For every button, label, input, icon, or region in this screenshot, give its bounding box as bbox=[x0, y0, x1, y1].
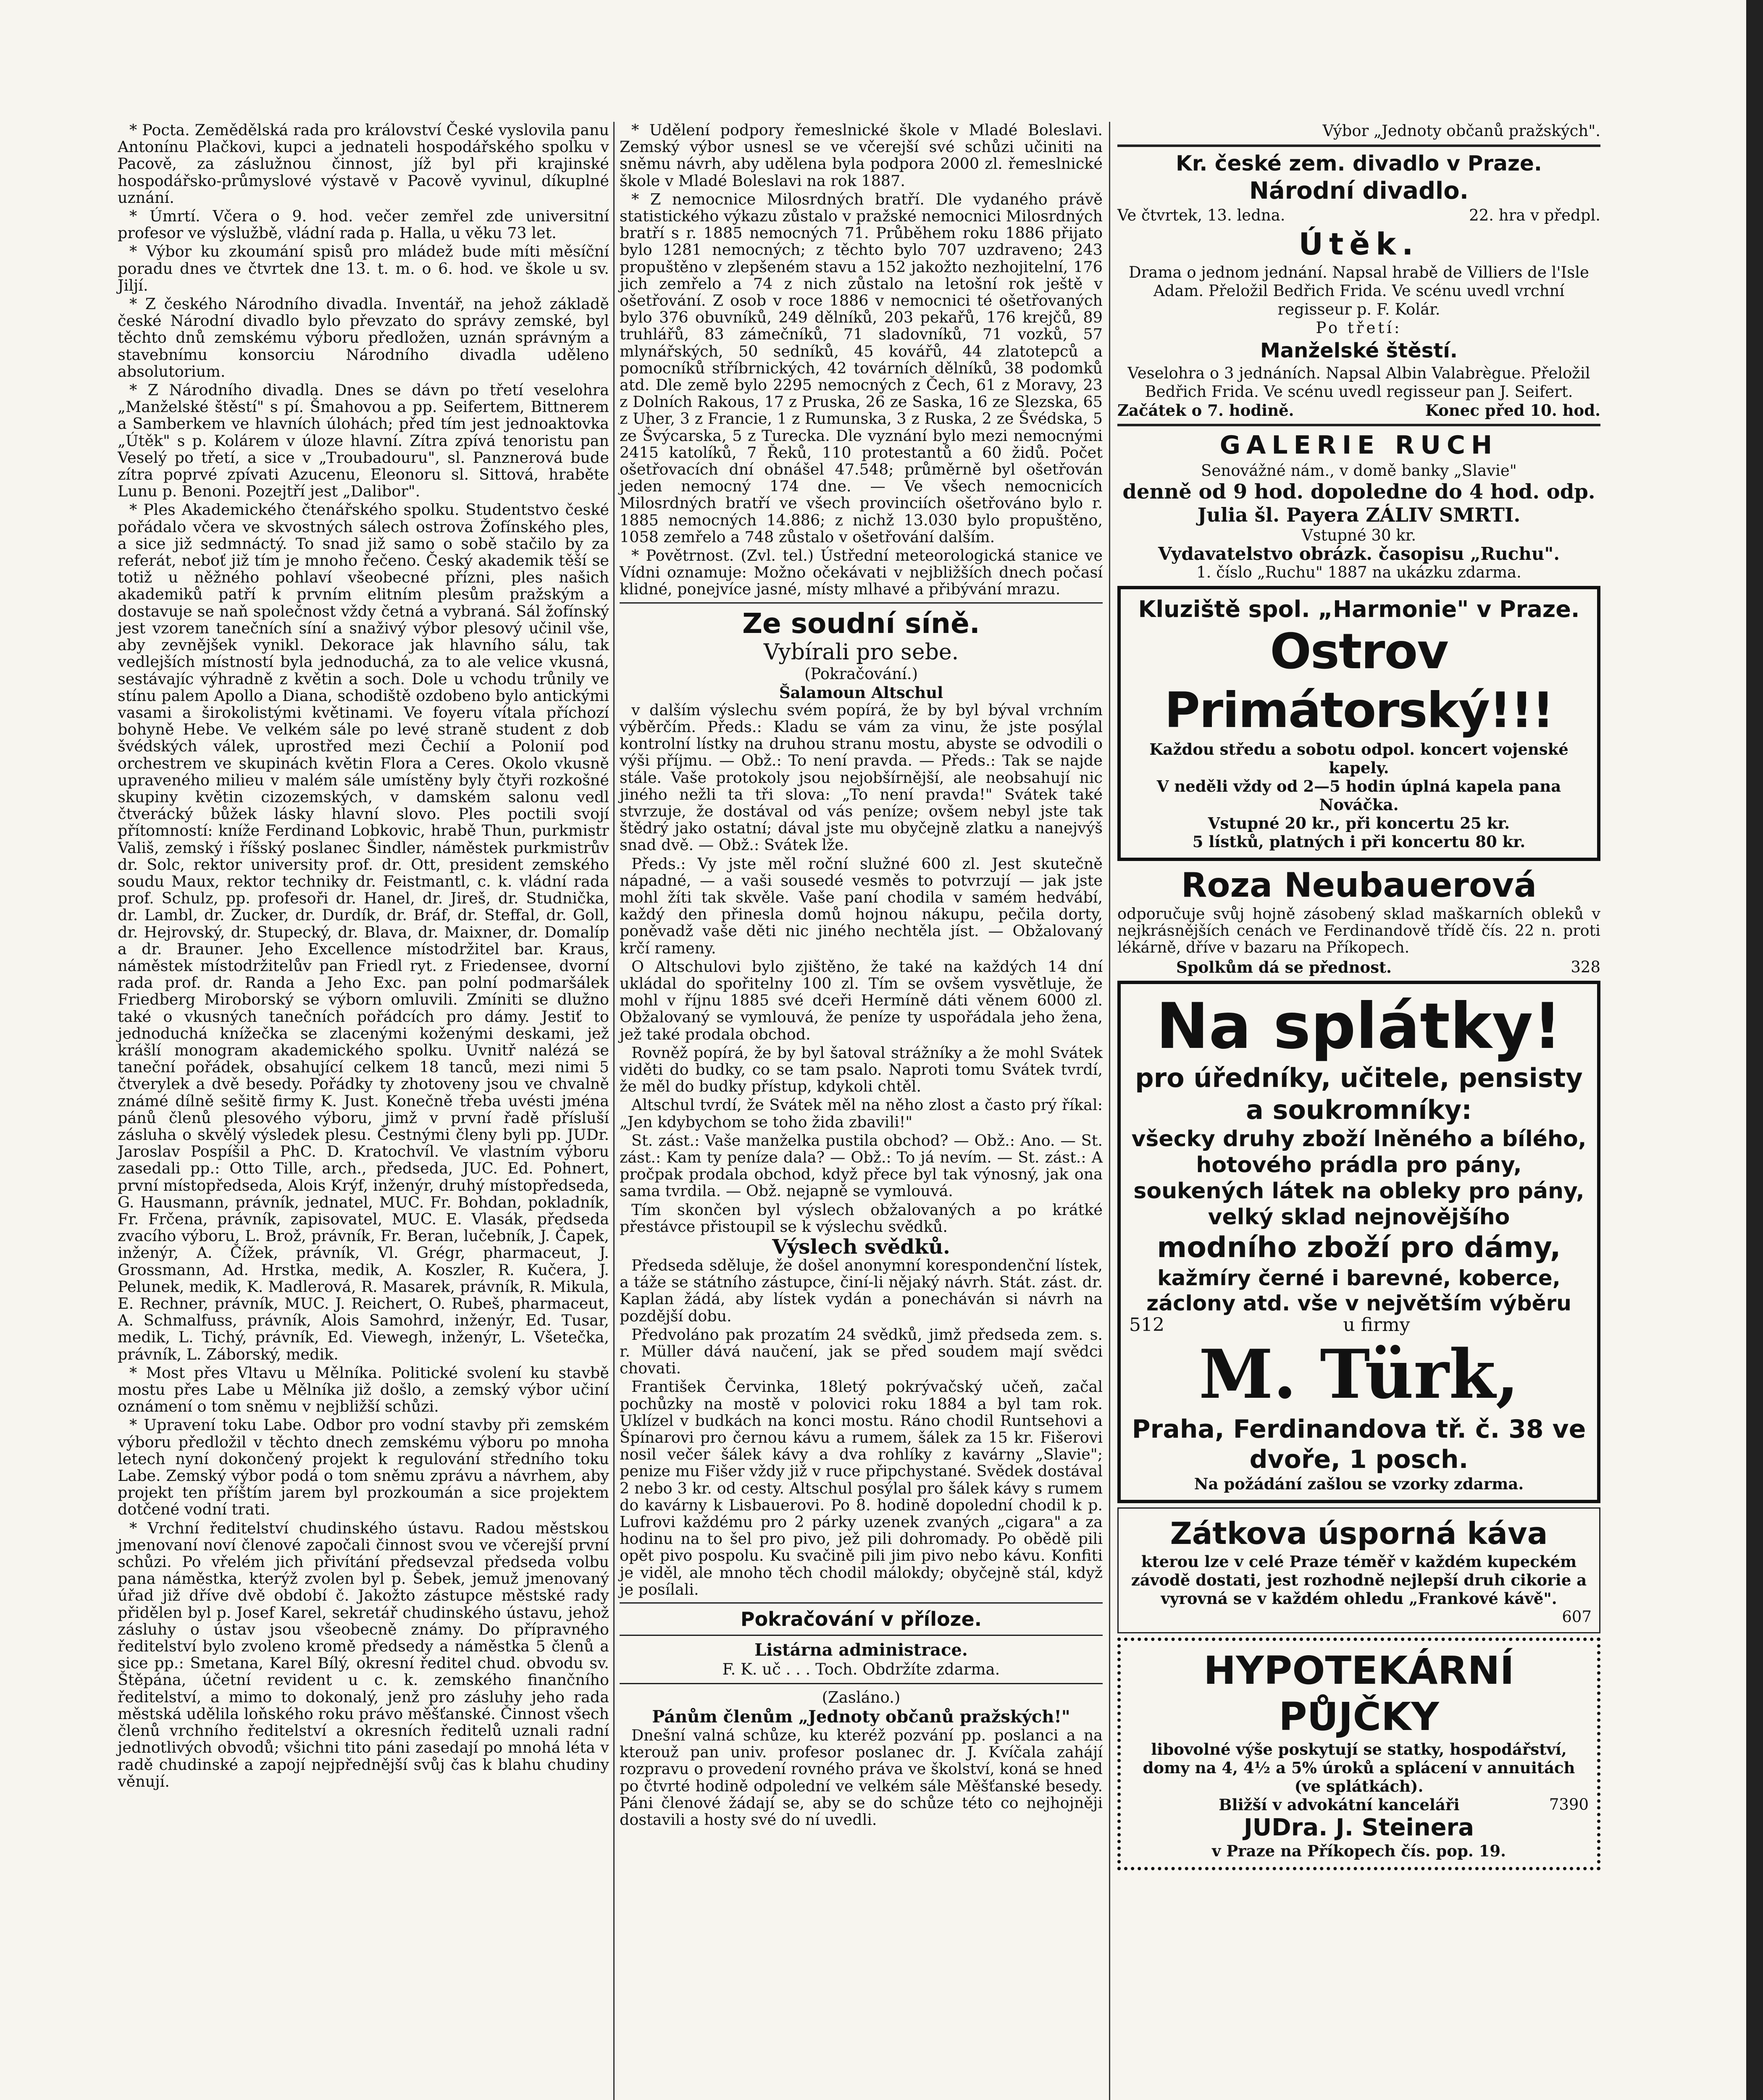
zatkova-title: Zátkova úsporná káva bbox=[1170, 1515, 1548, 1551]
kluziste-title: Kluziště spol. „Harmonie" v Praze. bbox=[1138, 596, 1580, 622]
galerie-line: 1. číslo „Ruchu" 1887 na ukázku zdarma. bbox=[1196, 563, 1521, 581]
roza-ad bbox=[1117, 865, 1600, 976]
hypo-text: libovolné výše poskytují se statky, hospodářství, domy na 4, 4½ a 5% úroků a splácení v annuitách (ve splátkách). bbox=[1143, 1740, 1575, 1796]
theatre-subscription: 22. hra v předpl. bbox=[1469, 206, 1600, 224]
kluziste-line: 5 lístků, platných i při koncertu 80 kr. bbox=[1192, 832, 1526, 851]
theatre-play2: Manželské štěstí. bbox=[1260, 339, 1458, 362]
theatre-after: Po třetí: bbox=[1316, 319, 1402, 337]
turk-firm-row bbox=[1129, 1316, 1589, 1334]
theatre-end: Konec před 10. hod. bbox=[1425, 401, 1600, 420]
page-edge-right bbox=[1746, 0, 1763, 2100]
court-para: v dalším výslechu svém popírá, že by byl býval vrchním výběrčím. Předs.: Kladu se vám za vinu, že jste posýlal kontrolní lístky na druhou stranu mostu, abyste se odvodili o výši příjmu. — Obž.: To není pravda. — Předs.: Tak se najde stále. Vaše protokoly jsou nejobšírnější, ale neobsahují nic jiného nežli ta tři slova: „To není pravda!" Svátek také stvrzuje, že dostával od vás peníze; ovšem nebyl jste tak štědrý jako ostatní; dával jste mu obyčejně zlatku a nanejvýš snad dvě. — Obž.: Svátek lže. bbox=[620, 701, 1103, 854]
news-labe: * Upravení toku Labe. Odbor pro vodní stavby při zemském výboru předložil v těchto dnech zemskému výboru po mnoha letech nyní dokončený projekt k regulování středního toku Labe. Zemský výbor podá o tom sněmu zprávu a návrhem, aby projekt ten příštím jarem byl prozkoumán a sice projektem dotčené vodní trati. bbox=[118, 1416, 609, 1519]
zatkova-num: 607 bbox=[1562, 1607, 1592, 1626]
kluziste-line: Každou středu a sobotu odpol. koncert vojenské kapely. bbox=[1149, 740, 1569, 777]
turk-line: kažmíry černé i barevné, koberce, záclony atd. vše v největším výběru bbox=[1146, 1265, 1571, 1315]
zaslano-text: Dnešní valná schůze, ku kteréž pozvání pp. poslanci a na kterouž pan univ. profesor poslanec dr. J. Kvíčala zahájí rozpravu o provedení rovného práva ve školství, koná se hned po čtvrté hodině odpolední ve velkém sále Měšťanské besedy. Páni členové žádají se, aby se do schůze této co nejhojněji dostavili a hosty své do ní uvedli. bbox=[620, 1726, 1103, 1829]
theatre-header: Kr. české zem. divadlo v Praze. bbox=[1176, 151, 1542, 176]
kluziste-ad bbox=[1117, 586, 1600, 861]
divider bbox=[620, 1635, 1103, 1636]
court-para: O Altschulovi bylo zjištěno, že také na každých 14 dní ukládal do spořitelny 100 zl. Tím se ovšem vysvětluje, že mohl v říjnu 1885 své dceři Hermíně dáti věnem 6000 zl. Obžalovaný se vymlouvá, že peníze ty uspořádala jeho žena, jež také prodala obchod. bbox=[620, 957, 1103, 1043]
divider bbox=[620, 1683, 1103, 1684]
continued-banner: Pokračování v příloze. bbox=[740, 1608, 982, 1631]
column-2 bbox=[620, 122, 1103, 1830]
galerie-line: Senovážné nám., v domě banky „Slavie" bbox=[1201, 462, 1517, 480]
witness-para: Předvoláno pak prozatím 24 svědků, jimž předseda zem. s. r. Müller dává naučení, jak se před soudem mají svědci chovati. bbox=[620, 1325, 1103, 1378]
column-rule-2 bbox=[1109, 122, 1110, 2100]
news-podpora: * Udělení podpory řemeslnické škole v Mladé Boleslavi. Zemský výbor usnesl se ve včerejší své schůzi učiniti na sněmu návrh, aby udělena byla podpora 2000 zl. řemeslnické škole v Mladé Boleslavi na rok 1887. bbox=[620, 121, 1103, 190]
theatre-start: Začátek o 7. hodině. bbox=[1117, 401, 1294, 420]
roza-name: Roza Neubauerová bbox=[1181, 866, 1537, 905]
turk-addr: Praha, Ferdinandova tř. č. 38 ve dvoře, 1 posch. bbox=[1132, 1414, 1586, 1474]
kluziste-line: V neděli vždy od 2—5 hodin úplná kapela pana Nováčka. bbox=[1156, 777, 1561, 814]
hypo-row bbox=[1129, 1796, 1589, 1814]
court-para: Předs.: Vy jste měl roční služné 600 zl. Jest skutečně nápadné, — a vaši sousedé vesměs to potvrzují — jak jste mohl žíti tak skvěle. Vaše paní chodila v samém hedvábí, každý den přinesla domů hojnou nákupu, pečila dorty, poněvadž vaše děti nic jiného nechtěla jíst. — Obžalovaný krčí rameny. bbox=[620, 854, 1103, 957]
zatkova-ad bbox=[1117, 1507, 1600, 1633]
divider bbox=[620, 1602, 1103, 1604]
hypo-name: JUDra. J. Steinera bbox=[1243, 1814, 1474, 1841]
zaslano-title: Pánům členům „Jednoty občanů pražských!" bbox=[652, 1707, 1070, 1727]
court-para: Altschul tvrdí, že Svátek měl na něho zlost a často prý říkal: „Jen kdybychom se toho žida zbavili!" bbox=[620, 1096, 1103, 1131]
hypo-line: Bližší v advokátní kanceláři bbox=[1219, 1795, 1460, 1814]
divider bbox=[1117, 424, 1600, 426]
witness-para: Předseda sděluje, že došel anonymní korespondenční lístek, a táže se státního zástupce, činí-li nějaký návrh. Stát. zást. dr. Kaplan žádá, aby lístek vydán a ponecháván si návrh na pozdější dobu. bbox=[620, 1256, 1103, 1325]
divider bbox=[620, 602, 1103, 604]
news-pocta: * Pocta. Zemědělská rada pro království České vyslovila panu Antonínu Plačkovi, kupci a jednateli hospodářského spolku v Pacově, za záslužnou činnost, jíž byl při krajinské hospodářsko-průmyslové výstavě v Pacově vyvinul, díkuplné uznání. bbox=[118, 121, 609, 207]
galerie-line: denně od 9 hod. dopoledne do 4 hod. odp. bbox=[1122, 480, 1595, 504]
news-nemocnice: * Z nemocnice Milosrdných bratří. Dle vydaného právě statistického výkazu zůstalo v pražské nemocnici Milosrdných bratří s r. 1885 nemocných 71. Průběhem roku 1886 přijato bylo 1281 nemocných; z těchto bylo 707 uzdraveno; 243 propuštěno v zlepšeném stavu a 152 jakožto nezhojitelní, 176 jich zemřelo a 74 z nich zůstalo na letošní rok ještě v ošetřování. Z osob v roce 1886 v nemocnici té ošetřovaných bylo 376 obuvníků, 249 dělníků, 203 pekařů, 176 krejčů, 89 truhlářů, 83 zámečníků, 71 sladovníků, 71 vozků, 57 mlynářských, 50 sedníků, 45 kovářů, 44 zlatotepců a pomocníků stříbrnických, 42 továrních dělníků, 38 podomků atd. Dle země bylo 2295 nemocných z Čech, 61 z Moravy, 23 z Dolních Rakous, 17 z Pruska, 26 ze Saska, 16 ze Slezska, 65 z Uher, 3 z Francie, 1 z Rumunska, 3 z Ruska, 2 ze Švédska, 5 ze Švýcarska, 5 z Turecka. Dle vyznání bylo mezi nemocnými 2415 katolíků, 7 Řeků, 110 protestantů a 60 židů. Počet ošetřovacích dní obnášel 47.548; průměrně byl ošetřován jeden nemocný 174 dne. — Ve všech nemocnicích Milosrdných bratří ve všech provinciích ošetřováno bylo r. 1885 nemocných 14.886; z nichž 13.030 bylo propuštěno, 1058 zemřelo a 748 zůstalo v ošetřování dalším. bbox=[620, 190, 1103, 546]
roza-num: 328 bbox=[1571, 958, 1600, 976]
news-chudinsky: * Vrchní ředitelství chudinského ústavu. Radou městskou jmenovaní noví členové započali činnost svou ve včerejší první schůzi. Po vřelém jich přivítání předsevzal předseda volbu pana náměstka, kterýž zvolen byl p. Šebek, jemuž jmenovaný úřad již dříve dvě období č. Jakožto zástupce městské rady přidělen byl p. Josef Karel, sekretář chudinského ústavu, jehož zásluhy o ústav jsou všeobecně známy. Do přípravného ředitelství bylo zvoleno kromě předsedy a náměstka 5 členů a sice pp.: Smetana, Karel Bílý, okresní ředitel chud. obvodu sv. Štěpána, účetní revident u c. k. zemského finančního ředitelství, a mimo to dokonalý, jenž pro zásluhy jeho rada městská udělila loňského roku právo měšťanské. Činnost všech členů vrchního ředitelství a okresních ředitelů uznali radní jednotlivých obvodů; všichni tito páni zasedají po mnohá léta v radě chudinské a zapojí nejpřednější svůj čas k blahu chudiny věnují. bbox=[118, 1519, 609, 1790]
theatre-name: Národní divadlo. bbox=[1249, 177, 1469, 205]
court-continued: (Pokračování.) bbox=[804, 664, 918, 683]
news-narodni-inventar: * Z českého Národního divadla. Inventář, na jehož základě české Národní divadlo bylo převzato do správy zemské, byl těchto dnů zemskému výboru předložen, uznán správným a stavebnímu konsorciu Národního divadla uděleno absolutorium. bbox=[118, 295, 609, 381]
hypo-num: 7390 bbox=[1549, 1795, 1589, 1814]
column-3 bbox=[1117, 122, 1600, 1874]
theatre-ad bbox=[1117, 151, 1600, 420]
zaslano-signature: Výbor „Jednoty občanů pražských". bbox=[1322, 122, 1600, 140]
admin-line: F. K. uč . . . Toch. Obdržíte zdarma. bbox=[722, 1660, 1000, 1679]
turk-line: a soukromníky: bbox=[1246, 1094, 1472, 1125]
theatre-date: Ve čtvrtek, 13. ledna. bbox=[1117, 206, 1285, 224]
galerie-line: Vydavatelstvo obrázk. časopisu „Ruchu". bbox=[1158, 543, 1560, 564]
turk-title: Na splátky! bbox=[1156, 990, 1562, 1063]
theatre-time-row bbox=[1117, 401, 1600, 420]
court-title: Ze soudní síně. bbox=[742, 607, 980, 640]
witness-para: František Červinka, 18letý pokrývačský učeň, začal pochůzky na mostě v polovici roku 1884 a byl tam rok. Uklízel v budkách na konci mostu. Ráno chodil Runtsehovi a Špínarovi pro černou kávu a rumem, šálek za 15 kr. Fišerovi nosil večer šálek kávy a dva rohlíky z kavárny „Slavie"; penize mu Fišer vždy již v ruce připchystané. Svědek dostával 2 nebo 3 kr. od cesty. Altschul posýlal pro šálek kávy s rumem do kavárny k Lisbauerovi. Po 8. hodině dopolední chodil k p. Lufrovi každému pro 2 párky uzenek zvaných „cigara" a za hodinu na to šel pro pivo, jež pili dohromady. Po obědě pili opět pivo pospolu. Ku svačině pili jim pivo nebo kávu. Konfiti je viděl, ale mnoho těch chodil málokdy; obyčejně stál, když je posílali. bbox=[620, 1378, 1103, 1599]
theatre-date-row bbox=[1117, 206, 1600, 225]
theatre-play: Útěk. bbox=[1298, 226, 1419, 262]
turk-line: všecky druhy zboží lněného a bílého, hotového prádla pro pány, soukených látek na obleky pro pány, velký sklad nejnovějšího bbox=[1131, 1126, 1587, 1230]
zatkova-text: kterou lze v celé Praze téměř v každém kupeckém závodě dostati, jest rozhodně nejlepší druh cikorie a vyrovná se v každém ohledu „Frankové kávě". bbox=[1131, 1552, 1587, 1608]
turk-num: 512 bbox=[1129, 1314, 1164, 1336]
kluziste-big: Ostrov Primátorský!!! bbox=[1164, 623, 1553, 739]
galerie-line: Julia šl. Payera ZÁLIV SMRTI. bbox=[1197, 504, 1521, 526]
news-ples: * Ples Akademického čtenářského spolku. Studentstvo české pořádalo včera ve skvostných sálech ostrova Žofínského ples, a sice již sedmnáctý. To snad již samo o sobě stačilo by za referát, neboť již tím je mnoho řečeno. Český akademik těší se totiž u něžného pohlaví všeobecné přízni, ples našich akademiků patří k prvním elitním plesům pražským a dostavuje se naň společnost vždy četná a vybraná. Sál žofínský jest vzorem tanečních síní a snaživý výbor plesový učinil vše, aby zevnějšek vynikl. Dekorace jak hlavního sálu, tak vedlejších místností byla jednoduchá, za to ale velice vkusná, sestávajíc výhradně z květin a soch. Dole u vchodu trůnily ve stínu palem Apollo a Diana, schodiště ozdobeno bylo antickými vasami a širokolistými květinami. Ve foyeru vítala příchozí bohyně Hebe. Ve velkém sále po levé straně student z dob švédských válek, uprostřed mezi Čechií a Polonií pod orchestrem ve skupinách květin Flora a Ceres. Okolo vkusně upraveného milieu v malém sále umístěny byly čtyři rozkošné skupiny květin cizozemských, v damském salonu vedl čtverácký bůžek lásky hlavní slovo. Ples poctili svojí přítomností: kníže Ferdinand Lobkovic, hrabě Thun, purkmistr Vališ, zemský i říšský poslanec Šindler, náměstek purkmistrův dr. Solc, rektor university prof. dr. Ott, president zemského soudu Maux, rektor techniky dr. Feistmantl, c. k. vládní rada prof. Schulz, pp. profesoři dr. Hanel, dr. Jireš, dr. Studnička, dr. Lambl, dr. Zucker, dr. Durdík, dr. Bráf, dr. Steffal, dr. Goll, dr. Hejrovský, dr. Stupecký, dr. Blava, dr. Maixner, dr. Domalíp a dr. Brauner. Jeho Excellence místodržitel bar. Kraus, náměstek místodržitelův pan Friedl ryt. z Friedensee, dvorní rada prof. dr. Randa a Jeho Exc. pan polní podmaršálek Friedberg Miroborský se výborn omluvili. Zmíniti se dlužno také o vkusných tanečních pořádcích pro dámy. Jestiť to jednoduchá knížečka se zlacenými koženými deskami, jež krášlí monogram akademického spolku. Uvnitř nalézá se taneční pořádek, obsahující celkem 18 tanců, mezi nimi 5 čtverylek a dvě besedy. Pořádky ty zhotoveny jsou ve chvalně známé dílně sešitě firmy K. Just. Konečně třeba uvésti jména pánů členů plesového výboru, jimž v první řadě přísluší zásluha o skvělý výsledek plesu. Čestnými členy byli pp. JUDr. Jaroslav Pospíšil a PhC. D. Kratochvíl. Ve vlastním výboru zasedali pp.: Otto Tille, arch., předseda, JUC. Ed. Pohnert, první místopředseda, Alois Krýf, inženýr, druhý místopředseda, G. Hausmann, právník, jednatel, MUC. Fr. Bohdan, pokladník, Fr. Frčena, právník, zapisovatel, MUC. E. Vlasák, předseda zvacího výboru, L. Brož, právník, Fr. Beran, lučebník, J. Čapek, inženýr, A. Čížek, právník, Vl. Grégr, pharmaceut, J. Grossmann, Ad. Hrstka, medik, A. Koszler, R. Kučera, J. Pelunek, medik, K. Madlerová, R. Masarek, právník, R. Mikula, E. Rechner, právník, MUC. J. Reichert, O. Rubeš, pharmaceut, A. Schmalfuss, právník, Alois Samohrd, inženýr, Ed. Tusar, medik, L. Tichý, právník, Ed. Viewegh, inženýr, L. Všetečka, právník, L. Záborský, medik. bbox=[118, 501, 609, 1363]
hypo-title: HYPOTEKÁRNÍ PŮJČKY bbox=[1203, 1648, 1514, 1739]
roza-foot-row bbox=[1117, 958, 1600, 976]
court-subtitle: Vybírali pro sebe. bbox=[763, 639, 959, 665]
theatre-desc: Drama o jednom jednání. Napsal hrabě de Villiers de l'Isle Adam. Přeložil Bedřich Frida. Ve scénu uvedl vrchní regisseur p. F. Kolár. bbox=[1129, 263, 1589, 318]
news-povetrnost: * Povětrnost. (Zvl. tel.) Ústřední meteorologická stanice ve Vídni oznamuje: Možno očekávati v nejbližších dnech počasí klidné, ponejvíce jasné, místy mlhavé a přibývání mrazu. bbox=[620, 546, 1103, 598]
zaslano-label: (Zasláno.) bbox=[822, 1688, 901, 1707]
turk-ad bbox=[1117, 981, 1600, 1503]
news-most: * Most přes Vltavu u Mělníka. Politické svolení ku stavbě mostu přes Labe u Mělníka již došlo, a zemský výbor učiní oznámení o tom sněmu v nejbližší schůzi. bbox=[118, 1363, 609, 1416]
roza-text: odporučuje svůj hojně zásobený sklad maškarních obleků v nejkrásnějších cenách ve Ferdinandově třídě čís. 22 n. proti lékárně, dříve v bazaru na Příkopech. bbox=[1117, 905, 1600, 957]
turk-line: pro úředníky, učitele, pensisty bbox=[1135, 1062, 1583, 1093]
court-name: Šalamoun Altschul bbox=[779, 683, 943, 702]
galerie-ad bbox=[1117, 430, 1600, 582]
column-rule-1 bbox=[613, 122, 615, 2100]
turk-line: modního zboží pro dámy, bbox=[1157, 1231, 1561, 1264]
turk-firm-label: u firmy bbox=[1343, 1314, 1410, 1336]
news-narodni-divadlo: * Z Národního divadla. Dnes se dávn po třetí veselohra „Manželské štěstí" s pí. Šmahovou a pp. Seifertem, Bittnerem a Samberkem ve hlavních úlohách; před tím jest jednoaktovka „Útěk" s p. Kolárem v úloze hlavní. Zítra zpívá tenoristu pan Veselý po třetí, a sice v „Troubadouru", sl. Panznerová bude zítra poprvé zpívati Azucenu, Eleonoru sl. Sittová, hraběte Lunu p. Benoni. Pozejtří jest „Dalibor". bbox=[118, 381, 609, 501]
column-1 bbox=[118, 122, 609, 1792]
news-umrti: * Úmrtí. Včera o 9. hod. večer zemřel zde universitní profesor ve výslužbě, vládní rada p. Halla, u věku 73 let. bbox=[118, 207, 609, 242]
turk-name: M. Türk, bbox=[1198, 1334, 1519, 1414]
court-para: St. zást.: Vaše manželka pustila obchod? — Obž.: Ano. — St. zást.: Kam ty peníze dala? — Obž.: To já nevím. — St. zást.: A pročpak prodala obchod, když přece byl tak výnosný, jak ona sama tvrdila. — Obž. nejapně se vymlouvá. bbox=[620, 1131, 1103, 1200]
court-para: Rovněž popírá, že by byl šatoval strážníky a že mohl Svátek viděti do budky, co se tam psalo. Naproti tomu Svátek tvrdí, že měl do budky přístup, kdykoli chtěl. bbox=[620, 1043, 1103, 1096]
galerie-line: Vstupné 30 kr. bbox=[1301, 526, 1416, 544]
divider bbox=[1117, 144, 1600, 147]
admin-title: Listárna administrace. bbox=[754, 1640, 968, 1660]
hypo-ad bbox=[1117, 1638, 1600, 1870]
roza-foot: Spolkům dá se přednost. bbox=[1176, 958, 1392, 976]
witness-title: Výslech svědků. bbox=[772, 1235, 950, 1259]
news-vybor: * Výbor ku zkoumání spisů pro mládež bude míti měsíční poradu dnes ve čtvrtek dne 13. t. m. o 6. hod. ve škole u sv. Jiljí. bbox=[118, 242, 609, 294]
court-para: Tím skončen byl výslech obžalovaných a po krátké přestávce přistoupil se k výslechu svědků. bbox=[620, 1200, 1103, 1236]
galerie-title: GALERIE RUCH bbox=[1219, 430, 1498, 460]
turk-foot: Na požádání zašlou se vzorky zdarma. bbox=[1194, 1474, 1524, 1493]
hypo-addr: v Praze na Příkopech čís. pop. 19. bbox=[1211, 1841, 1506, 1860]
kluziste-line: Vstupné 20 kr., při koncertu 25 kr. bbox=[1208, 814, 1510, 832]
theatre-desc2: Veselohra o 3 jednáních. Napsal Albin Valabrègue. Přeložil Bedřich Frida. Ve scénu uvedl regisseur pan J. Seifert. bbox=[1127, 364, 1590, 401]
